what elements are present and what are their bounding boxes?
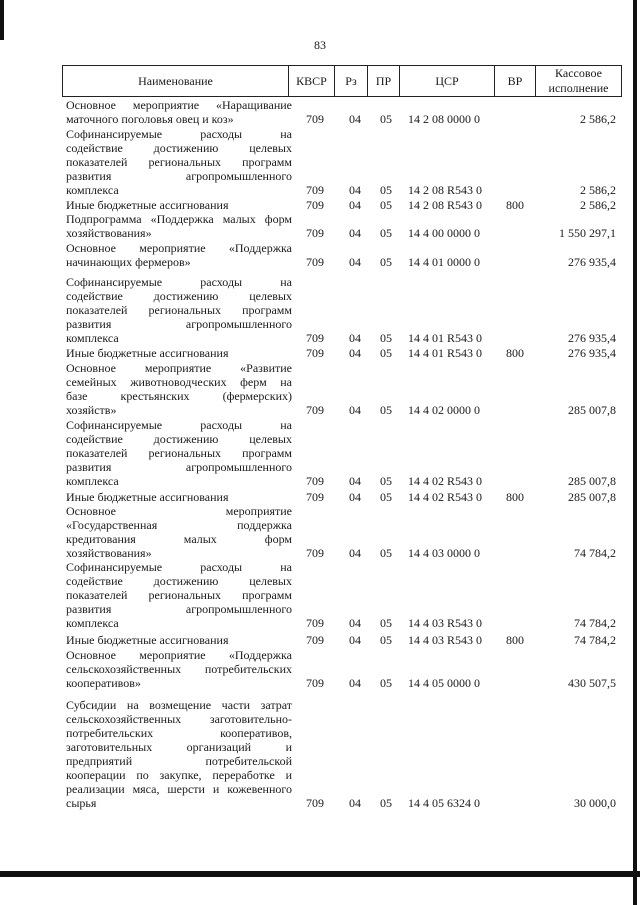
row-name [66,198,292,212]
row-csr: 14 4 03 R543 0 [408,616,483,630]
row-pr: 05 [380,346,392,360]
row-name [66,504,292,560]
row-sum: 74 784,2 [574,546,616,560]
row-csr: 14 4 05 0000 0 [408,676,480,690]
table-row [62,648,622,690]
row-sum: 276 935,4 [568,331,616,345]
row-name-line: семейных животноводческих ферм на [66,375,292,389]
table-row [62,346,622,360]
table-row [62,418,622,488]
row-kvsr: 709 [306,796,324,810]
row-name-line: Основное мероприятие [66,504,292,518]
row-csr: 14 4 02 R543 0 [408,490,483,504]
row-kvsr: 709 [306,633,324,647]
table-row [62,275,622,345]
row-kvsr: 709 [306,676,324,690]
row-name-line: заготовительных организаций и [66,740,292,754]
row-name-line: «Государственная поддержка [66,518,292,532]
table-row [62,198,622,212]
row-vr: 800 [506,633,524,647]
row-name [66,98,292,126]
row-sum: 2 586,2 [580,183,616,197]
row-kvsr: 709 [306,490,324,504]
row-name-line: Основное мероприятие «Поддержка [66,241,292,255]
table-row [62,127,622,197]
row-name [66,648,292,690]
row-pr: 05 [380,633,392,647]
row-kvsr: 709 [306,198,324,212]
row-name-line: Основное мероприятие «Поддержка [66,648,292,662]
row-name-line: сельскохозяйственных потребительских [66,662,292,676]
row-name-line: хозяйствования» [66,546,152,560]
row-name-line: хозяйств» [66,403,117,417]
row-sum: 30 000,0 [574,796,616,810]
row-name-line: реализации мяса, шерсти и кожевенного [66,782,292,796]
row-name-line: Софинансируемые расходы на [66,127,292,141]
row-rz: 04 [349,226,361,240]
row-name-line: Иные бюджетные ассигнования [66,490,229,504]
table-row [62,560,622,630]
row-csr: 14 2 08 R543 0 [408,183,483,197]
header-csr: ЦСР [400,66,495,96]
scan-right-border [633,0,637,905]
table-row [62,633,622,647]
row-name-line: Софинансируемые расходы на [66,275,292,289]
row-rz: 04 [349,546,361,560]
row-rz: 04 [349,346,361,360]
row-pr: 05 [380,546,392,560]
row-name [66,418,292,488]
table-row [62,490,622,504]
row-csr: 14 4 05 6324 0 [408,796,480,810]
row-pr: 05 [380,255,392,269]
header-pr: ПР [368,66,400,96]
row-kvsr: 709 [306,183,324,197]
row-rz: 04 [349,490,361,504]
row-pr: 05 [380,112,392,126]
row-name-line: маточного поголовья овец и коз» [66,112,234,126]
row-rz: 04 [349,331,361,345]
table-header [62,65,622,97]
row-name-line: показателей региональных программ [66,446,292,460]
header-rz: Рз [335,66,368,96]
row-name-line: развития агропромышленного [66,602,292,616]
row-sum: 276 935,4 [568,346,616,360]
row-kvsr: 709 [306,546,324,560]
row-sum: 1 550 297,1 [559,226,616,240]
table-row [62,698,622,810]
row-name-line: Софинансируемые расходы на [66,560,292,574]
row-name [66,275,292,345]
row-sum: 276 935,4 [568,255,616,269]
row-rz: 04 [349,183,361,197]
row-name-line: Иные бюджетные ассигнования [66,198,229,212]
row-name-line: кооперативов» [66,676,141,690]
row-sum: 285 007,8 [568,403,616,417]
row-rz: 04 [349,474,361,488]
row-pr: 05 [380,474,392,488]
row-pr: 05 [380,796,392,810]
row-kvsr: 709 [306,112,324,126]
row-name-line: показателей региональных программ [66,155,292,169]
table-row [62,98,622,126]
row-vr: 800 [506,490,524,504]
row-kvsr: 709 [306,346,324,360]
row-name-line: предприятий потребительской [66,754,292,768]
row-name [66,633,292,647]
header-kvsr: КВСР [289,66,335,96]
row-vr: 800 [506,346,524,360]
header-vr: ВР [495,66,536,96]
row-name-line: содействие достижению целевых [66,141,292,155]
row-name-line: комплекса [66,183,119,197]
row-name-line: показателей региональных программ [66,588,292,602]
row-kvsr: 709 [306,474,324,488]
row-name-line: Софинансируемые расходы на [66,418,292,432]
row-name-line: Субсидии на возмещение части затрат [66,698,292,712]
row-sum: 74 784,2 [574,633,616,647]
row-name-line: кредитования малых форм [66,532,292,546]
row-rz: 04 [349,796,361,810]
row-csr: 14 4 00 0000 0 [408,226,480,240]
row-name [66,490,292,504]
row-name [66,127,292,197]
row-name-line: показателей региональных программ [66,303,292,317]
table-row [62,361,622,417]
scan-edge-mark [0,0,4,40]
row-rz: 04 [349,112,361,126]
row-pr: 05 [380,676,392,690]
row-csr: 14 4 01 R543 0 [408,331,483,345]
row-name-line: хозяйствования» [66,226,152,240]
row-name-line: Основное мероприятие «Развитие [66,361,292,375]
page-number: 83 [314,38,326,52]
row-name-line: развития агропромышленного [66,317,292,331]
row-name [66,212,292,240]
row-name [66,698,292,810]
header-name: Наименование [63,66,289,96]
row-pr: 05 [380,490,392,504]
header-sum: Кассовое исполнение [548,66,609,95]
row-name-line: Иные бюджетные ассигнования [66,633,229,647]
row-kvsr: 709 [306,226,324,240]
row-kvsr: 709 [306,255,324,269]
row-pr: 05 [380,226,392,240]
row-rz: 04 [349,255,361,269]
row-csr: 14 4 03 0000 0 [408,546,480,560]
row-name-line: содействие достижению целевых [66,289,292,303]
row-rz: 04 [349,403,361,417]
row-name-line: Основное мероприятие «Наращивание [66,98,292,112]
row-csr: 14 4 02 0000 0 [408,403,480,417]
row-name [66,560,292,630]
row-name-line: содействие достижению целевых [66,574,292,588]
row-rz: 04 [349,616,361,630]
row-name-line: сырья [66,796,97,810]
table-row [62,241,622,269]
row-name-line: потребительских кооперативов, [66,726,292,740]
row-sum: 2 586,2 [580,198,616,212]
row-csr: 14 2 08 R543 0 [408,198,483,212]
row-sum: 74 784,2 [574,616,616,630]
row-name-line: Подпрограмма «Поддержка малых форм [66,212,292,226]
row-name-line: комплекса [66,331,119,345]
row-csr: 14 4 03 R543 0 [408,633,483,647]
row-name-line: сельскохозяйственных заготовительно- [66,712,292,726]
row-csr: 14 4 02 R543 0 [408,474,483,488]
table-row [62,212,622,240]
row-name-line: начинающих фермеров» [66,255,191,269]
row-sum: 285 007,8 [568,474,616,488]
row-pr: 05 [380,616,392,630]
row-pr: 05 [380,331,392,345]
row-csr: 14 4 01 0000 0 [408,255,480,269]
row-name-line: комплекса [66,474,119,488]
row-rz: 04 [349,633,361,647]
row-name [66,361,292,417]
scan-bottom-border [0,871,640,877]
row-kvsr: 709 [306,403,324,417]
row-kvsr: 709 [306,331,324,345]
row-sum: 2 586,2 [580,112,616,126]
row-pr: 05 [380,198,392,212]
row-rz: 04 [349,676,361,690]
row-name-line: содействие достижению целевых [66,432,292,446]
row-name-line: Иные бюджетные ассигнования [66,346,229,360]
row-name [66,241,292,269]
row-name-line: кооперации по закупке, переработке и [66,768,292,782]
row-sum: 430 507,5 [568,676,616,690]
row-pr: 05 [380,183,392,197]
row-csr: 14 2 08 0000 0 [408,112,480,126]
row-name-line: базе крестьянских (фермерских) [66,389,292,403]
row-kvsr: 709 [306,616,324,630]
row-pr: 05 [380,403,392,417]
row-vr: 800 [506,198,524,212]
row-name-line: комплекса [66,616,119,630]
row-name-line: развития агропромышленного [66,169,292,183]
row-sum: 285 007,8 [568,490,616,504]
row-csr: 14 4 01 R543 0 [408,346,483,360]
row-name [66,346,292,360]
table-row [62,504,622,560]
row-name-line: развития агропромышленного [66,460,292,474]
row-rz: 04 [349,198,361,212]
